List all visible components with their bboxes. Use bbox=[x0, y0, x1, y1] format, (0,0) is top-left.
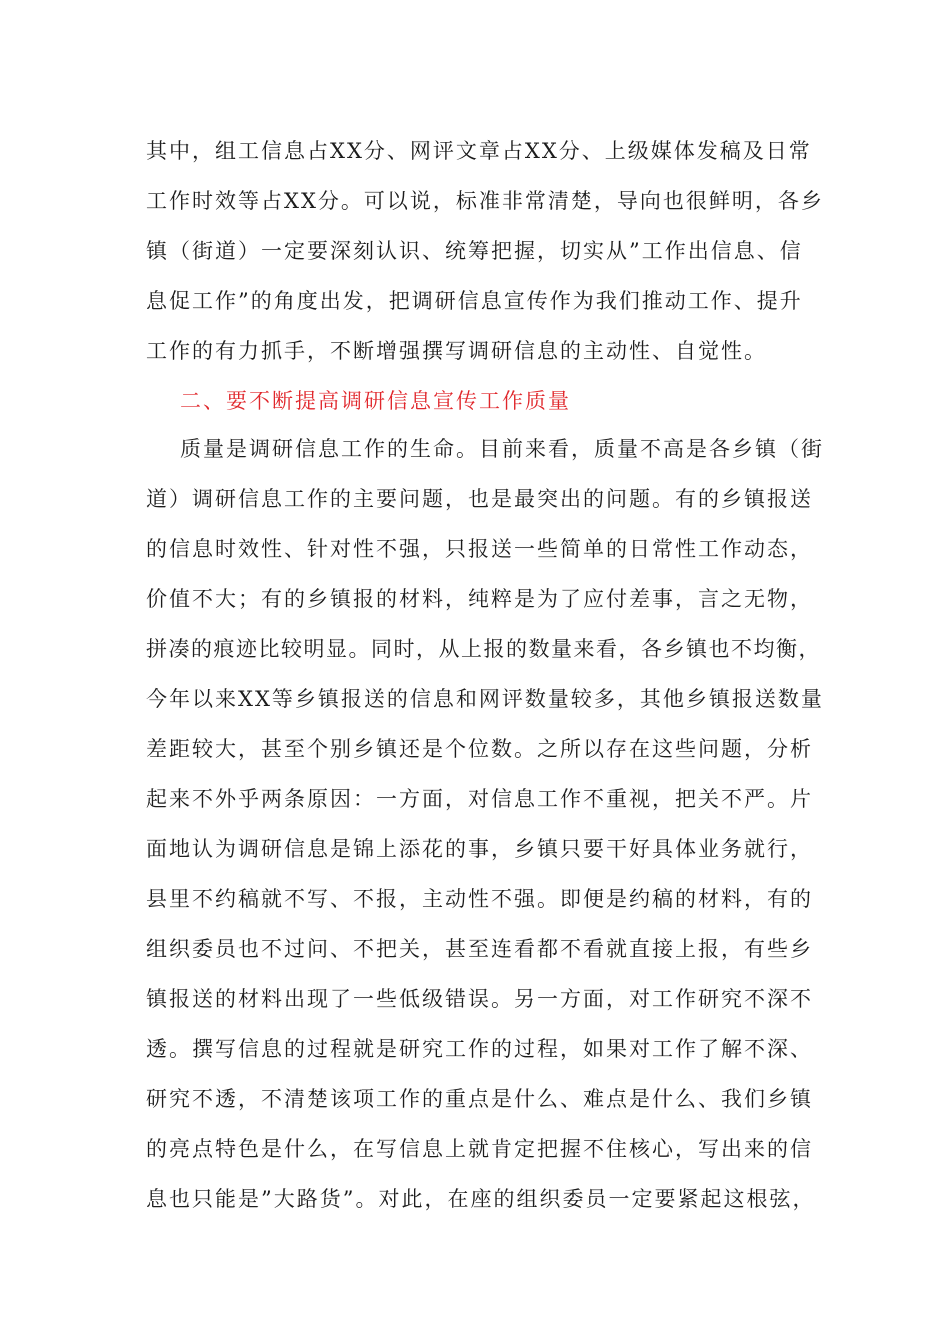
paragraph-2-line-11: 组织委员也不过问、不把关，甚至连看都不看就直接上报，有些乡 bbox=[146, 937, 813, 961]
paragraph-2-line-3: 的信息时效性、针对性不强，只报送一些简单的日常性工作动态， bbox=[146, 537, 813, 561]
paragraph-2-line-4: 价值不大；有的乡镇报的材料，纯粹是为了应付差事，言之无物， bbox=[146, 587, 813, 611]
paragraph-1-line-5: 工作的有力抓手，不断增强撰写调研信息的主动性、自觉性。 bbox=[146, 339, 767, 363]
paragraph-2-line-9: 面地认为调研信息是锦上添花的事，乡镇只要干好具体业务就行， bbox=[146, 837, 813, 861]
paragraph-2-line-6: 今年以来XX等乡镇报送的信息和网评数量较多，其他乡镇报送数量 bbox=[146, 687, 824, 711]
section-heading: 二、要不断提高调研信息宣传工作质量 bbox=[180, 389, 571, 413]
paragraph-2-line-13: 透。撰写信息的过程就是研究工作的过程，如果对工作了解不深、 bbox=[146, 1037, 813, 1061]
paragraph-2-line-14: 研究不透，不清楚该项工作的重点是什么、难点是什么、我们乡镇 bbox=[146, 1087, 813, 1111]
paragraph-1-line-2: 工作时效等占XX分。可以说，标准非常清楚，导向也很鲜明，各乡 bbox=[146, 189, 824, 213]
paragraph-1-line-4: 息促工作”的角度出发，把调研信息宣传作为我们推动工作、提升 bbox=[146, 289, 803, 313]
paragraph-2-line-2: 道）调研信息工作的主要问题，也是最突出的问题。有的乡镇报送 bbox=[146, 487, 813, 511]
paragraph-2-line-8: 起来不外乎两条原因：一方面，对信息工作不重视，把关不严。片 bbox=[146, 787, 813, 811]
paragraph-2-line-12: 镇报送的材料出现了一些低级错误。另一方面，对工作研究不深不 bbox=[146, 987, 813, 1011]
paragraph-2-line-16: 息也只能是”大路货”。对此，在座的组织委员一定要紧起这根弦， bbox=[146, 1187, 816, 1211]
paragraph-1-line-1: 其中，组工信息占XX分、网评文章占XX分、上级媒体发稿及日常 bbox=[146, 139, 812, 163]
paragraph-2-line-7: 差距较大，甚至个别乡镇还是个位数。之所以存在这些问题，分析 bbox=[146, 737, 813, 761]
paragraph-2-line-1: 质量是调研信息工作的生命。目前来看，质量不高是各乡镇（街 bbox=[180, 437, 824, 461]
paragraph-2-line-10: 县里不约稿就不写、不报，主动性不强。即便是约稿的材料，有的 bbox=[146, 887, 813, 911]
paragraph-2-line-15: 的亮点特色是什么，在写信息上就肯定把握不住核心，写出来的信 bbox=[146, 1137, 813, 1161]
paragraph-2-line-5: 拼凑的痕迹比较明显。同时，从上报的数量来看，各乡镇也不均衡， bbox=[146, 637, 821, 661]
paragraph-1-line-3: 镇（街道）一定要深刻认识、统筹把握，切实从”工作出信息、信 bbox=[146, 239, 803, 263]
